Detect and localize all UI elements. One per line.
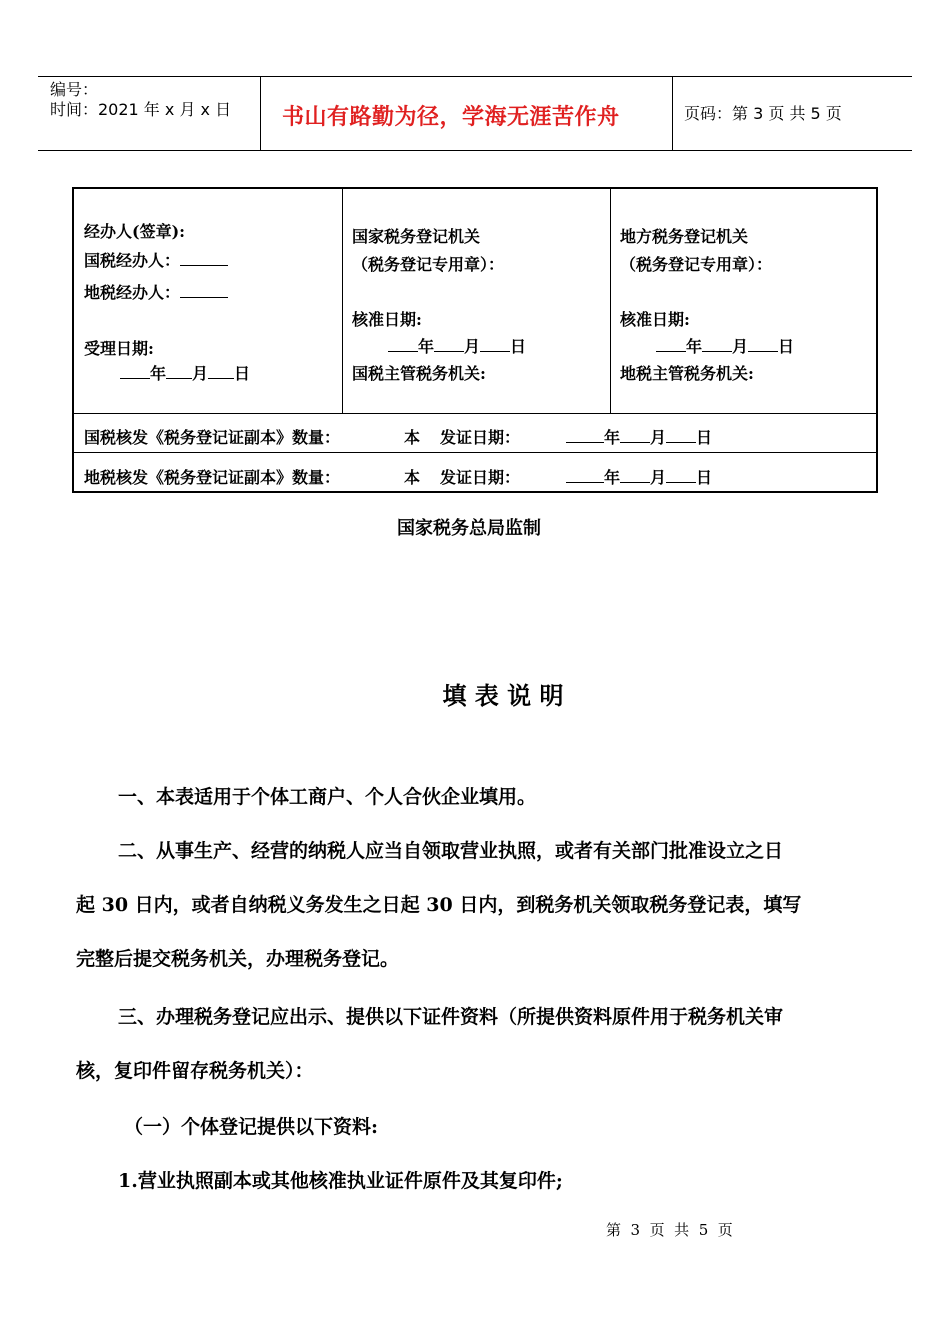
local-handler-label: 地税经办人： bbox=[84, 283, 181, 302]
local-approve-date-field bbox=[656, 334, 794, 357]
accept-month-unit: 月 bbox=[192, 364, 209, 383]
form-col-divider-2 bbox=[610, 189, 611, 413]
form-row-divider-1 bbox=[74, 413, 876, 414]
national-approve-day-unit: 日 bbox=[510, 337, 527, 356]
instruction-para-2-line-3: 完整后提交税务机关，办理税务登记。 bbox=[76, 948, 400, 970]
accept-date-field bbox=[120, 361, 250, 384]
national-authority-label: 国税主管税务机关: bbox=[352, 364, 486, 383]
instruction-para-5: 1.营业执照副本或其他核准执业证件原件及其复印件; bbox=[118, 1170, 563, 1192]
accept-year-blank[interactable] bbox=[120, 364, 150, 379]
national-issue-date-label: 发证日期： bbox=[440, 428, 521, 447]
local-approve-day-unit: 日 bbox=[778, 337, 795, 356]
instructions-title: 填 表 说 明 bbox=[442, 681, 564, 710]
form-row-divider-2 bbox=[74, 452, 876, 453]
instruction-para-2-line-1: 二、从事生产、经营的纳税人应当自领取营业执照，或者有关部门批准设立之日 bbox=[118, 840, 784, 862]
local-issue-year-blank[interactable] bbox=[566, 468, 604, 483]
local-issue-month-blank[interactable] bbox=[620, 468, 650, 483]
accept-year-unit: 年 bbox=[150, 364, 167, 383]
local-handler-field bbox=[84, 280, 228, 303]
footer-page-info: 第 3 页 共 5 页 bbox=[606, 1221, 733, 1239]
header-page-info: 页码：第 3 页 共 5 页 bbox=[684, 104, 842, 123]
local-approve-month-unit: 月 bbox=[732, 337, 749, 356]
form-col-divider-1 bbox=[342, 189, 343, 413]
national-stamp-label: （税务登记专用章）： bbox=[352, 255, 505, 274]
local-issue-date-field bbox=[566, 465, 712, 488]
instruction-para-1: 一、本表适用于个体工商户、个人合伙企业填用。 bbox=[118, 786, 537, 808]
national-approve-date-label: 核准日期: bbox=[352, 310, 422, 329]
header-motto: 书山有路勤为径，学海无涯苦作舟 bbox=[282, 105, 620, 130]
national-approve-date-field bbox=[388, 334, 526, 357]
local-copies-label: 地税核发《税务登记证副本》数量： bbox=[84, 468, 341, 487]
national-issue-month-blank[interactable] bbox=[620, 428, 650, 443]
local-issue-day-blank[interactable] bbox=[666, 468, 696, 483]
national-approve-month-blank[interactable] bbox=[434, 337, 464, 352]
handler-signature-label: 经办人(签章): bbox=[84, 222, 186, 241]
local-issue-day-unit: 日 bbox=[696, 468, 713, 487]
local-stamp-label: （税务登记专用章）： bbox=[620, 255, 773, 274]
local-authority-title: 地方税务登记机关 bbox=[620, 227, 749, 246]
local-approve-month-blank[interactable] bbox=[702, 337, 732, 352]
national-handler-field bbox=[84, 248, 228, 271]
local-approve-year-blank[interactable] bbox=[656, 337, 686, 352]
local-issue-year-unit: 年 bbox=[604, 468, 621, 487]
accept-day-unit: 日 bbox=[234, 364, 251, 383]
supervision-note: 国家税务总局监制 bbox=[397, 518, 541, 539]
accept-day-blank[interactable] bbox=[208, 364, 234, 379]
national-issue-date-field bbox=[566, 425, 712, 448]
local-copies-unit: 本 bbox=[404, 468, 421, 487]
instruction-para-4: （一）个体登记提供以下资料: bbox=[124, 1116, 379, 1138]
header-top-rule bbox=[38, 76, 912, 77]
national-issue-month-unit: 月 bbox=[650, 428, 667, 447]
local-handler-blank[interactable] bbox=[180, 283, 228, 298]
local-approve-day-blank[interactable] bbox=[748, 337, 778, 352]
national-issue-year-blank[interactable] bbox=[566, 428, 604, 443]
header-divider-left bbox=[260, 76, 261, 150]
national-issue-day-blank[interactable] bbox=[666, 428, 696, 443]
instruction-para-3-line-1: 三、办理税务登记应出示、提供以下证件资料（所提供资料原件用于税务机关审 bbox=[118, 1006, 784, 1028]
national-approve-day-blank[interactable] bbox=[480, 337, 510, 352]
national-authority-title: 国家税务登记机关 bbox=[352, 227, 481, 246]
instruction-para-2-line-2: 起 30 日内，或者自纳税义务发生之日起 30 日内，到税务机关领取税务登记表，填写 bbox=[76, 894, 802, 916]
national-handler-blank[interactable] bbox=[180, 251, 228, 266]
national-approve-year-blank[interactable] bbox=[388, 337, 418, 352]
accept-month-blank[interactable] bbox=[166, 364, 192, 379]
local-approve-year-unit: 年 bbox=[686, 337, 703, 356]
doc-time-label: 时间：2021 年 x 月 x 日 bbox=[50, 100, 232, 119]
doc-number-label: 编号： bbox=[50, 80, 99, 99]
national-approve-month-unit: 月 bbox=[464, 337, 481, 356]
national-handler-label: 国税经办人： bbox=[84, 251, 181, 270]
local-approve-date-label: 核准日期: bbox=[620, 310, 690, 329]
header-bottom-rule bbox=[38, 150, 912, 151]
national-copies-unit: 本 bbox=[404, 428, 421, 447]
accept-date-label: 受理日期: bbox=[84, 339, 154, 358]
header-divider-right bbox=[672, 76, 673, 150]
local-issue-month-unit: 月 bbox=[650, 468, 667, 487]
national-approve-year-unit: 年 bbox=[418, 337, 435, 356]
instruction-para-3-line-2: 核，复印件留存税务机关）： bbox=[76, 1060, 314, 1082]
local-authority-label: 地税主管税务机关: bbox=[620, 364, 754, 383]
national-issue-year-unit: 年 bbox=[604, 428, 621, 447]
national-issue-day-unit: 日 bbox=[696, 428, 713, 447]
registration-form-table bbox=[72, 187, 878, 493]
national-copies-label: 国税核发《税务登记证副本》数量： bbox=[84, 428, 341, 447]
local-issue-date-label: 发证日期： bbox=[440, 468, 521, 487]
